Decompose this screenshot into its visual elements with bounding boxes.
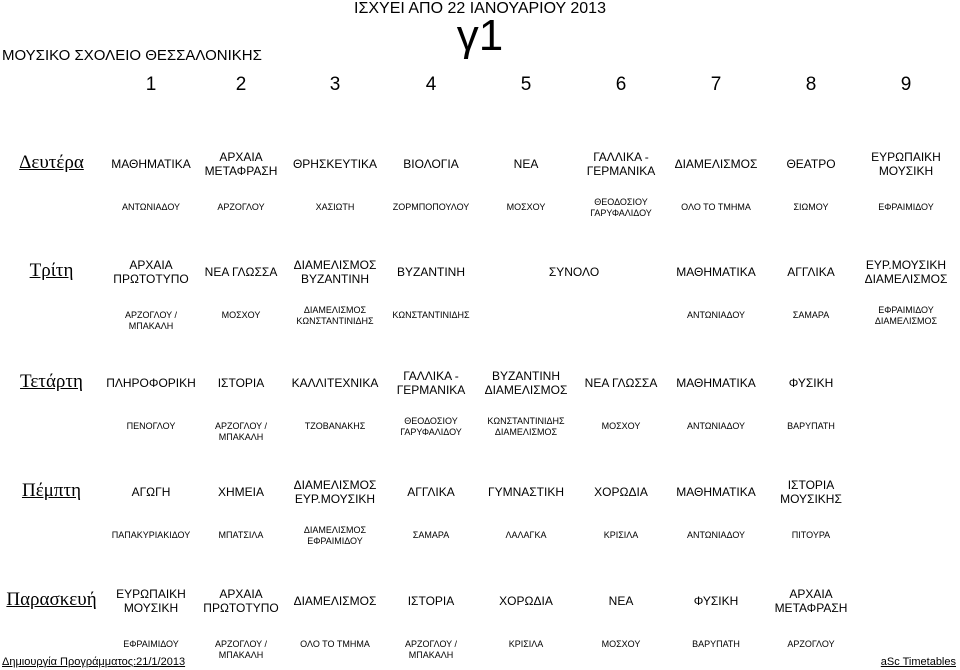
subject-cell: ΜΑΘΗΜΑΤΙΚΑ: [676, 265, 756, 279]
subject-cell: ΑΓΓΛΙΚΑ: [787, 265, 835, 279]
teacher-cell: ΑΝΤΩΝΙΑΔΟΥ: [686, 530, 746, 540]
subject-cell: ΓΑΛΛΙΚΑ - ΓΕΡΜΑΝΙΚΑ: [396, 369, 466, 397]
period-number: 6: [615, 74, 627, 95]
subject-cell: ΕΥΡΩΠΑΙΚΗ ΜΟΥΣΙΚΗ: [871, 150, 941, 178]
class-title: γ1: [456, 11, 504, 60]
subject-cell: ΠΛΗΡΟΦΟΡΙΚΗ: [106, 376, 196, 390]
teacher-cell: ΑΡΖΟΓΛΟΥ: [787, 639, 835, 649]
subject-cell: ΓΥΜΝΑΣΤΙΚΗ: [487, 485, 565, 499]
teacher-cell: ΑΡΖΟΓΛΟΥ / ΜΠΑΚΑΛΗ: [124, 310, 177, 331]
teacher-cell: ΛΑΛΑΓΚΑ: [505, 530, 547, 540]
subject-cell: ΑΓΓΛΙΚΑ: [407, 485, 455, 499]
period-number: 4: [425, 74, 437, 95]
subject-cell: ΔΙΑΜΕΛΙΣΜΟΣ ΕΥΡ.ΜΟΥΣΙΚΗ: [293, 478, 377, 506]
subject-cell: ΒΥΖΑΝΤΙΝΗ ΔΙΑΜΕΛΙΣΜΟΣ: [484, 369, 568, 397]
subject-cell: ΘΕΑΤΡΟ: [786, 157, 836, 171]
teacher-cell: ΣΑΜΑΡΑ: [412, 530, 450, 540]
subject-cell: ΙΣΤΟΡΙΑ ΜΟΥΣΙΚΗΣ: [780, 478, 842, 506]
subject-cell: ΜΑΘΗΜΑΤΙΚΑ: [676, 485, 756, 499]
school-name: ΜΟΥΣΙΚΟ ΣΧΟΛΕΙΟ ΘΕΣΣΑΛΟΝΙΚΗΣ: [2, 47, 262, 64]
valid-from-header: ΙΣΧΥΕΙ ΑΠΟ 22 ΙΑΝΟΥΑΡΙΟΥ 2013: [354, 0, 606, 17]
teacher-cell: ΑΡΖΟΓΛΟΥ / ΜΠΑΚΑΛΗ: [404, 639, 457, 660]
day-name: Τετάρτη: [20, 371, 83, 392]
subject-cell: ΧΟΡΩΔΙΑ: [499, 594, 553, 608]
teacher-cell: ΕΦΡΑΙΜΙΔΟΥ: [878, 202, 934, 212]
teacher-cell: ΘΕΟΔΟΣΙΟΥ ΓΑΡΥΦΑΛΙΔΟΥ: [590, 197, 652, 218]
teacher-cell: ΧΑΣΙΩΤΗ: [315, 202, 355, 212]
teacher-cell: ΚΩΝΣΤΑΝΤΙΝΙΔΗΣ: [392, 310, 470, 320]
day-name: Παρασκευή: [6, 589, 97, 610]
period-number: 7: [710, 74, 722, 95]
subject-cell: ΕΥΡ.ΜΟΥΣΙΚΗ ΔΙΑΜΕΛΙΣΜΟΣ: [864, 258, 948, 286]
teacher-cell: ΤΖΟΒΑΝΑΚΗΣ: [304, 421, 366, 431]
subject-cell: ΘΡΗΣΚΕΥΤΙΚΑ: [292, 157, 378, 171]
teacher-cell: ΚΩΝΣΤΑΝΤΙΝΙΔΗΣ ΔΙΑΜΕΛΙΣΜΟΣ: [487, 416, 565, 437]
subject-cell: ΓΑΛΛΙΚΑ - ΓΕΡΜΑΝΙΚΑ: [586, 150, 656, 178]
subject-cell: ΝΕΑ ΓΛΩΣΣΑ: [584, 376, 658, 390]
day-name: Δευτέρα: [19, 152, 84, 173]
day-name: Τρίτη: [29, 260, 74, 281]
teacher-cell: ΜΟΣΧΟΥ: [601, 421, 641, 431]
subject-cell: ΒΙΟΛΟΓΙΑ: [403, 157, 459, 171]
subject-cell: ΣΥΝΟΛΟ: [548, 265, 600, 279]
teacher-cell: ΖΟΡΜΠΟΠΟΥΛΟΥ: [392, 202, 470, 212]
teacher-cell: ΣΑΜΑΡΑ: [792, 310, 830, 320]
teacher-cell: ΚΡΙΣΙΛΑ: [603, 530, 639, 540]
teacher-cell: ΣΙΩΜΟΥ: [793, 202, 829, 212]
subject-cell: ΑΡΧΑΙΑ ΜΕΤΑΦΡΑΣΗ: [774, 587, 848, 615]
teacher-cell: ΑΡΖΟΓΛΟΥ: [217, 202, 265, 212]
software-credit: aSc Timetables: [880, 656, 956, 668]
teacher-cell: ΒΑΡΥΠΑΤΗ: [787, 421, 835, 431]
subject-cell: ΜΑΘΗΜΑΤΙΚΑ: [111, 157, 191, 171]
teacher-cell: ΠΑΠΑΚΥΡΙΑΚΙΔΟΥ: [111, 530, 191, 540]
teacher-cell: ΟΛΟ ΤΟ ΤΜΗΜΑ: [300, 639, 370, 649]
subject-cell: ΝΕΑ: [608, 594, 634, 608]
teacher-cell: ΑΡΖΟΓΛΟΥ / ΜΠΑΚΑΛΗ: [214, 421, 267, 442]
period-number: 9: [900, 74, 912, 95]
day-name: Πέμπτη: [21, 480, 82, 501]
teacher-cell: ΑΝΤΩΝΙΑΔΟΥ: [686, 310, 746, 320]
teacher-cell: ΜΟΣΧΟΥ: [601, 639, 641, 649]
subject-cell: ΦΥΣΙΚΗ: [788, 376, 834, 390]
subject-cell: ΔΙΑΜΕΛΙΣΜΟΣ ΒΥΖΑΝΤΙΝΗ: [293, 258, 377, 286]
subject-cell: ΕΥΡΩΠΑΙΚΗ ΜΟΥΣΙΚΗ: [116, 587, 186, 615]
period-number: 3: [329, 74, 341, 95]
teacher-cell: ΕΦΡΑΙΜΙΔΟΥ ΔΙΑΜΕΛΙΣΜΟΣ: [874, 305, 938, 326]
created-date: Δημιουργία Προγράμματος:21/1/2013: [2, 656, 186, 668]
subject-cell: ΜΑΘΗΜΑΤΙΚΑ: [676, 376, 756, 390]
subject-cell: ΧΗΜΕΙΑ: [217, 485, 264, 499]
teacher-cell: ΔΙΑΜΕΛΙΣΜΟΣ ΚΩΝΣΤΑΝΤΙΝΙΔΗΣ: [296, 305, 374, 326]
subject-cell: ΧΟΡΩΔΙΑ: [594, 485, 648, 499]
period-number: 1: [145, 74, 157, 95]
subject-cell: ΒΥΖΑΝΤΙΝΗ: [396, 265, 465, 279]
period-number: 5: [520, 74, 532, 95]
teacher-cell: ΜΠΑΤΣΙΛΑ: [218, 530, 264, 540]
teacher-cell: ΠΙΤΟΥΡΑ: [791, 530, 831, 540]
teacher-cell: ΘΕΟΔΟΣΙΟΥ ΓΑΡΥΦΑΛΙΔΟΥ: [400, 416, 462, 437]
subject-cell: ΔΙΑΜΕΛΙΣΜΟΣ: [674, 157, 758, 171]
teacher-cell: ΑΡΖΟΓΛΟΥ / ΜΠΑΚΑΛΗ: [214, 639, 267, 660]
teacher-cell: ΒΑΡΥΠΑΤΗ: [692, 639, 740, 649]
teacher-cell: ΑΝΤΩΝΙΑΔΟΥ: [686, 421, 746, 431]
subject-cell: ΙΣΤΟΡΙΑ: [217, 376, 265, 390]
teacher-cell: ΟΛΟ ΤΟ ΤΜΗΜΑ: [681, 202, 751, 212]
subject-cell: ΝΕΑ: [513, 157, 539, 171]
subject-cell: ΑΡΧΑΙΑ ΜΕΤΑΦΡΑΣΗ: [204, 150, 278, 178]
teacher-cell: ΕΦΡΑΙΜΙΔΟΥ: [123, 639, 179, 649]
teacher-cell: ΚΡΙΣΙΛΑ: [508, 639, 544, 649]
teacher-cell: ΑΝΤΩΝΙΑΔΟΥ: [121, 202, 181, 212]
subject-cell: ΑΓΩΓΗ: [131, 485, 171, 499]
period-number: 2: [235, 74, 247, 95]
teacher-cell: ΜΟΣΧΟΥ: [221, 310, 261, 320]
subject-cell: ΑΡΧΑΙΑ ΠΡΩΤΟΤΥΠΟ: [203, 587, 279, 615]
subject-cell: ΑΡΧΑΙΑ ΠΡΩΤΟΤΥΠΟ: [113, 258, 189, 286]
teacher-cell: ΜΟΣΧΟΥ: [506, 202, 546, 212]
teacher-cell: ΔΙΑΜΕΛΙΣΜΟΣ ΕΦΡΑΙΜΙΔΟΥ: [303, 525, 367, 546]
subject-cell: ΔΙΑΜΕΛΙΣΜΟΣ: [293, 594, 377, 608]
subject-cell: ΦΥΣΙΚΗ: [693, 594, 739, 608]
subject-cell: ΚΑΛΛΙΤΕΧΝΙΚΑ: [291, 376, 379, 390]
subject-cell: ΙΣΤΟΡΙΑ: [407, 594, 455, 608]
period-number: 8: [805, 74, 817, 95]
teacher-cell: ΠΕΝΟΓΛΟΥ: [126, 421, 176, 431]
subject-cell: ΝΕΑ ΓΛΩΣΣΑ: [204, 265, 278, 279]
